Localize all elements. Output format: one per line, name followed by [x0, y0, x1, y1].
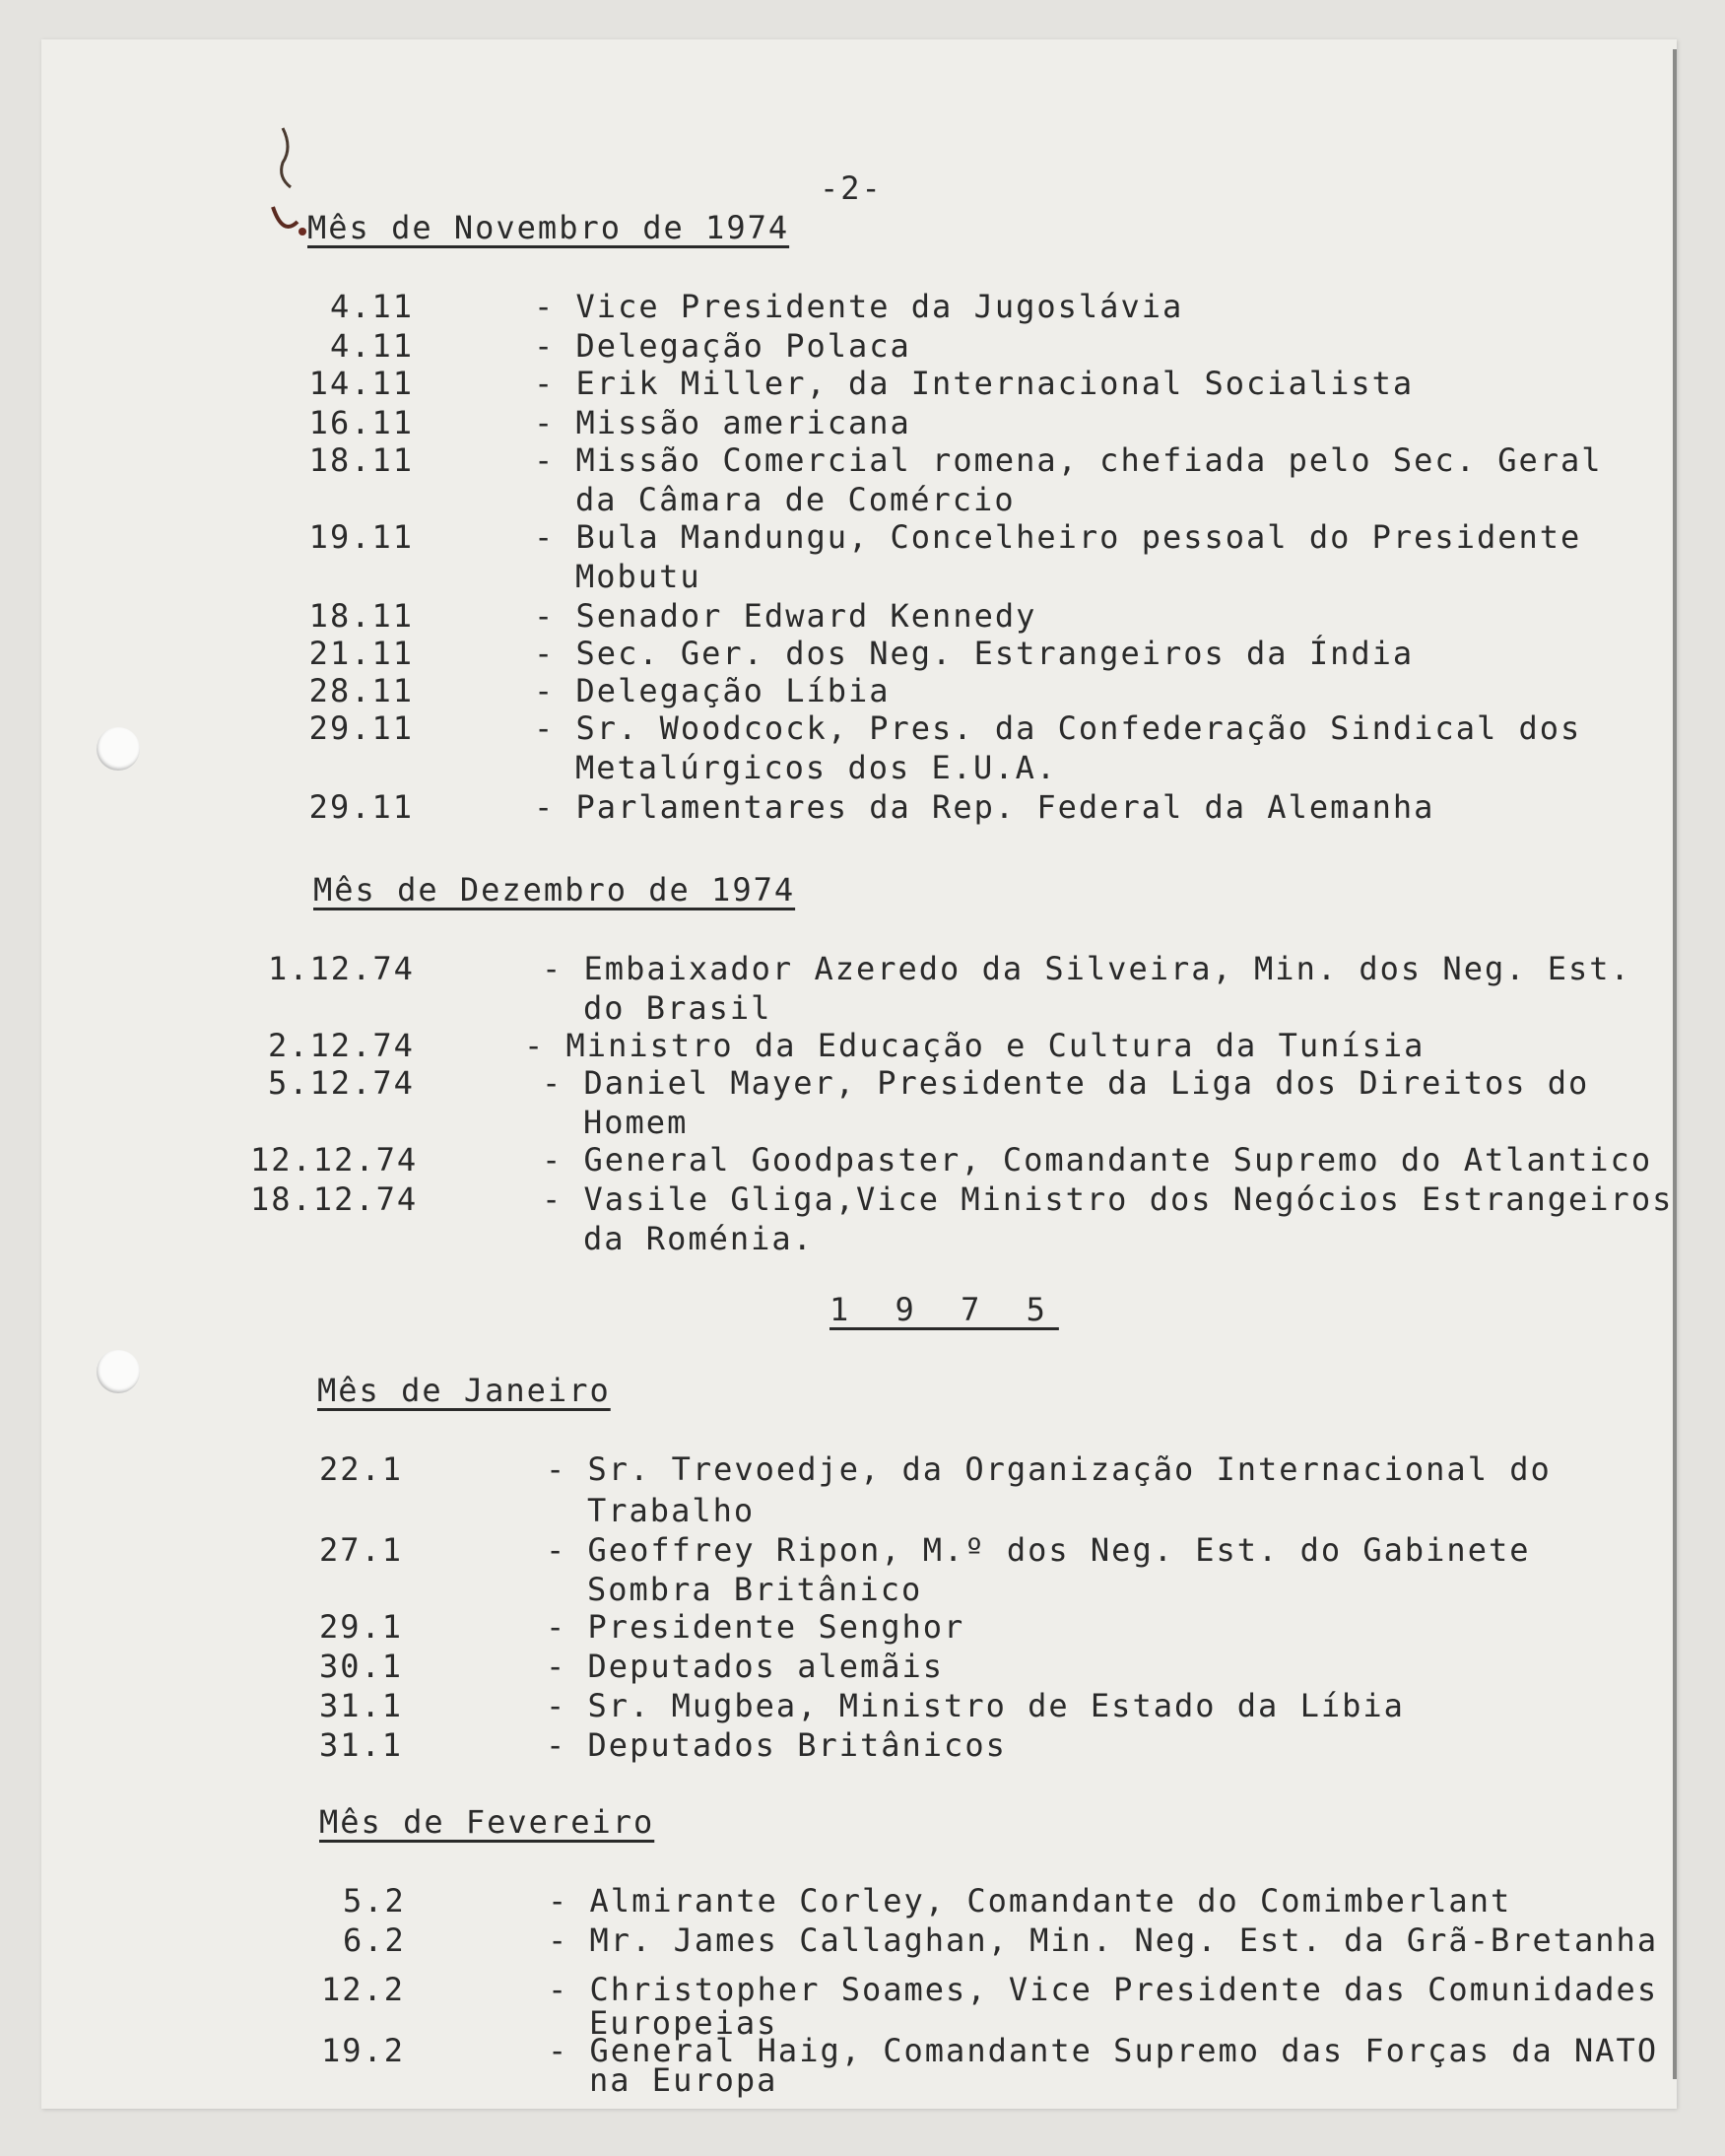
list-item-continuation [41, 1571, 1716, 1610]
entry-text-continuation: do Brasil [583, 989, 772, 1027]
list-item [41, 1141, 1716, 1180]
entry-text: - Christopher Soames, Vice Presidente das Comunidades [548, 1971, 1659, 2008]
entry-text-continuation: Mobutu [575, 558, 701, 595]
list-item [41, 288, 1716, 327]
entry-date: 18.11 [308, 441, 414, 479]
entry-text: - Almirante Corley, Comandante do Comimberlant [548, 1882, 1512, 1920]
entry-text: - Embaixador Azeredo da Silveira, Min. dos Neg. Est. [542, 950, 1631, 987]
entry-date: 18.12.74 [250, 1180, 419, 1218]
entry-date: 12.2 [321, 1971, 406, 2008]
list-item [41, 950, 1716, 989]
list-item-continuation [41, 2061, 1716, 2101]
list-item [41, 1531, 1716, 1571]
entry-text: - Delegação Líbia [534, 672, 891, 709]
list-item [41, 672, 1716, 711]
entry-date: 31.1 [319, 1687, 404, 1724]
list-item [41, 635, 1716, 674]
list-item [41, 1027, 1716, 1066]
section-heading-february: Mês de Fevereiro [319, 1803, 655, 1841]
list-item-continuation [41, 481, 1716, 520]
entry-date: 27.1 [319, 1531, 404, 1569]
entry-text-continuation: da Câmara de Comércio [575, 481, 1016, 518]
list-item-continuation [41, 1220, 1716, 1259]
entry-text: - Erik Miller, da Internacional Socialista [534, 365, 1415, 402]
entry-date: 5.2 [343, 1882, 406, 1920]
entry-text: - Ministro da Educação e Cultura da Tunísia [524, 1027, 1426, 1064]
entry-date: 1.12.74 [268, 950, 415, 987]
list-item [41, 404, 1716, 443]
entry-text: - Missão Comercial romena, chefiada pelo Sec. Geral [534, 441, 1603, 479]
list-item [41, 1648, 1716, 1687]
entry-text-continuation: Sombra Britânico [587, 1571, 923, 1608]
entry-text: - Sr. Trevoedje, da Organização Internacional do [546, 1450, 1552, 1488]
entry-text: - Mr. James Callaghan, Min. Neg. Est. da Grã-Bretanha [548, 1921, 1659, 1959]
entry-text: - General Goodpaster, Comandante Supremo do Atlantico [542, 1141, 1653, 1179]
list-item-continuation [41, 989, 1716, 1029]
list-item [41, 597, 1716, 637]
entry-date: 30.1 [319, 1648, 404, 1685]
entry-text: - Senador Edward Kennedy [534, 597, 1037, 635]
list-item [41, 1064, 1716, 1104]
entry-date: 12.12.74 [250, 1141, 419, 1179]
entry-date: 21.11 [308, 635, 414, 672]
entry-text: - Sr. Woodcock, Pres. da Confederação Sindical dos [534, 709, 1582, 747]
list-item-continuation [41, 1104, 1716, 1143]
list-item [41, 1450, 1716, 1490]
entry-text: - Deputados Britânicos [546, 1726, 1007, 1764]
entry-text: - Sr. Mugbea, Ministro de Estado da Líbia [546, 1687, 1405, 1724]
punch-hole-bottom [97, 1350, 140, 1393]
list-item [41, 1921, 1716, 1961]
entry-date: 4.11 [329, 288, 414, 325]
list-item-continuation [41, 749, 1716, 788]
list-item-continuation [41, 558, 1716, 597]
entry-text-continuation: Europeias [589, 2004, 778, 2042]
entry-text-continuation: Homem [583, 1104, 689, 1141]
entry-date: 29.1 [319, 1608, 404, 1646]
entry-text-continuation: da Roménia. [583, 1220, 814, 1257]
entry-text-continuation: Metalúrgicos dos E.U.A. [575, 749, 1058, 786]
entry-date: 22.1 [319, 1450, 404, 1488]
list-item [41, 518, 1716, 558]
document-page [41, 39, 1677, 2109]
section-heading-january: Mês de Janeiro [317, 1372, 611, 1409]
entry-text: - Vasile Gliga,Vice Ministro dos Negócios Estrangeiros [542, 1180, 1674, 1218]
section-heading-november-1974: Mês de Novembro de 1974 [307, 209, 790, 246]
entry-text: - Geoffrey Ripon, M.º dos Neg. Est. do Gabinete [546, 1531, 1531, 1569]
entry-text: - Delegação Polaca [534, 327, 911, 365]
entry-text: - Vice Presidente da Jugoslávia [534, 288, 1184, 325]
list-item [41, 327, 1716, 367]
entry-date: 16.11 [308, 404, 414, 441]
page-number: -2- [820, 169, 883, 207]
entry-text: - Missão americana [534, 404, 911, 441]
year-heading-1975: 1 9 7 5 [829, 1291, 1059, 1328]
entry-text: - Deputados alemãis [546, 1648, 945, 1685]
list-item [41, 1687, 1716, 1726]
list-item [41, 1180, 1716, 1220]
entry-date: 28.11 [308, 672, 414, 709]
list-item-continuation [41, 1492, 1716, 1531]
list-item [41, 709, 1716, 749]
entry-text: - Parlamentares da Rep. Federal da Alemanha [534, 788, 1435, 826]
entry-text: - Presidente Senghor [546, 1608, 965, 1646]
entry-date: 4.11 [329, 327, 414, 365]
entry-date: 31.1 [319, 1726, 404, 1764]
entry-date: 19.2 [321, 2032, 406, 2069]
list-item [41, 1608, 1716, 1648]
entry-date: 2.12.74 [268, 1027, 415, 1064]
entry-text: - General Haig, Comandante Supremo das Forças da NATO [548, 2032, 1659, 2069]
entry-date: 29.11 [308, 788, 414, 826]
list-item [41, 1882, 1716, 1921]
list-item [41, 1726, 1716, 1766]
entry-date: 5.12.74 [268, 1064, 415, 1102]
entry-text: - Daniel Mayer, Presidente da Liga dos Direitos do [542, 1064, 1590, 1102]
entry-date: 18.11 [308, 597, 414, 635]
section-heading-december-1974: Mês de Dezembro de 1974 [313, 871, 796, 909]
entry-text: - Sec. Ger. dos Neg. Estrangeiros da Índia [534, 635, 1415, 672]
entry-date: 29.11 [308, 709, 414, 747]
entry-date: 19.11 [308, 518, 414, 556]
list-item [41, 365, 1716, 404]
entry-text-continuation: na Europa [589, 2061, 778, 2099]
list-item [41, 441, 1716, 481]
entry-text-continuation: Trabalho [587, 1492, 756, 1529]
list-item [41, 788, 1716, 828]
entry-date: 14.11 [308, 365, 414, 402]
entry-text: - Bula Mandungu, Concelheiro pessoal do Presidente [534, 518, 1582, 556]
entry-date: 6.2 [343, 1921, 406, 1959]
